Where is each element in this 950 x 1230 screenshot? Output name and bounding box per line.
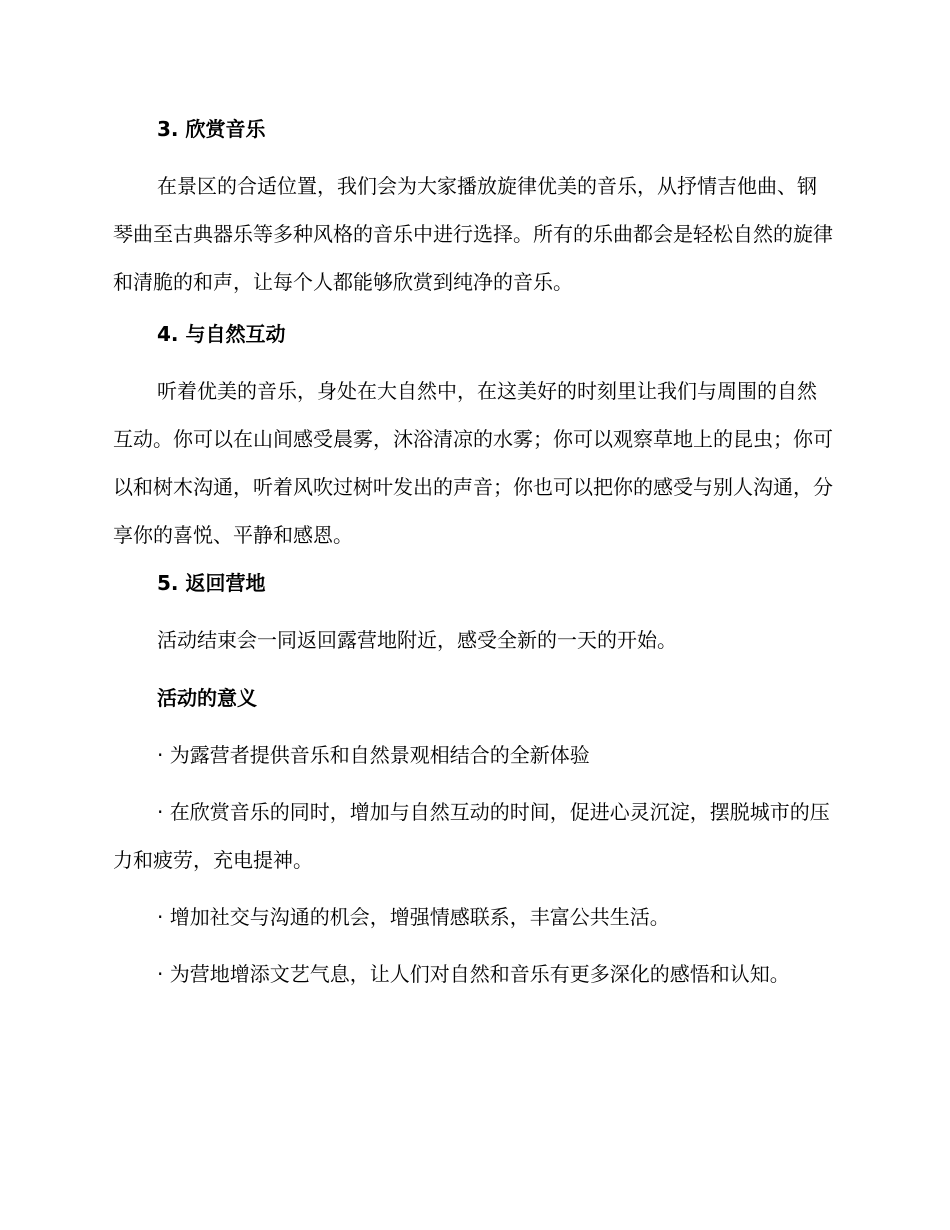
significance-item: · 为露营者提供音乐和自然景观相结合的全新体验 — [157, 743, 590, 767]
significance-item: · 在欣赏音乐的同时，增加与自然互动的时间，促进心灵沉淀，摆脱城市的压力和疲劳，充电提神。 — [113, 800, 830, 872]
section-heading-interact-nature: 4. 与自然互动 — [157, 322, 286, 346]
significance-item: · 增加社交与沟通的机会，增强情感联系，丰富公共生活。 — [157, 905, 670, 929]
section-heading-return-camp: 5. 返回营地 — [157, 571, 266, 595]
significance-heading: 活动的意义 — [157, 686, 257, 710]
section-heading-enjoy-music: 3. 欣赏音乐 — [157, 117, 266, 141]
section-body-enjoy-music: 在景区的合适位置，我们会为大家播放旋律优美的音乐，从抒情吉他曲、钢琴曲至古典器乐等多种风格的音乐中进行选择。所有的乐曲都会是轻松自然的旋律和清脆的和声，让每个人都能够欣赏到纯净的音乐。 — [113, 174, 833, 294]
section-body-return-camp: 活动结束会一同返回露营地附近，感受全新的一天的开始。 — [157, 628, 677, 652]
section-body-interact-nature: 听着优美的音乐，身处在大自然中，在这美好的时刻里让我们与周围的自然互动。你可以在山间感受晨雾，沐浴清凉的水雾；你可以观察草地上的昆虫；你可以和树木沟通，听着风吹过树叶发出的声音；你也可以把你的感受与别人沟通，分享你的喜悦、平静和感恩。 — [113, 379, 833, 547]
significance-item: · 为营地增添文艺气息，让人们对自然和音乐有更多深化的感悟和认知。 — [157, 962, 790, 986]
